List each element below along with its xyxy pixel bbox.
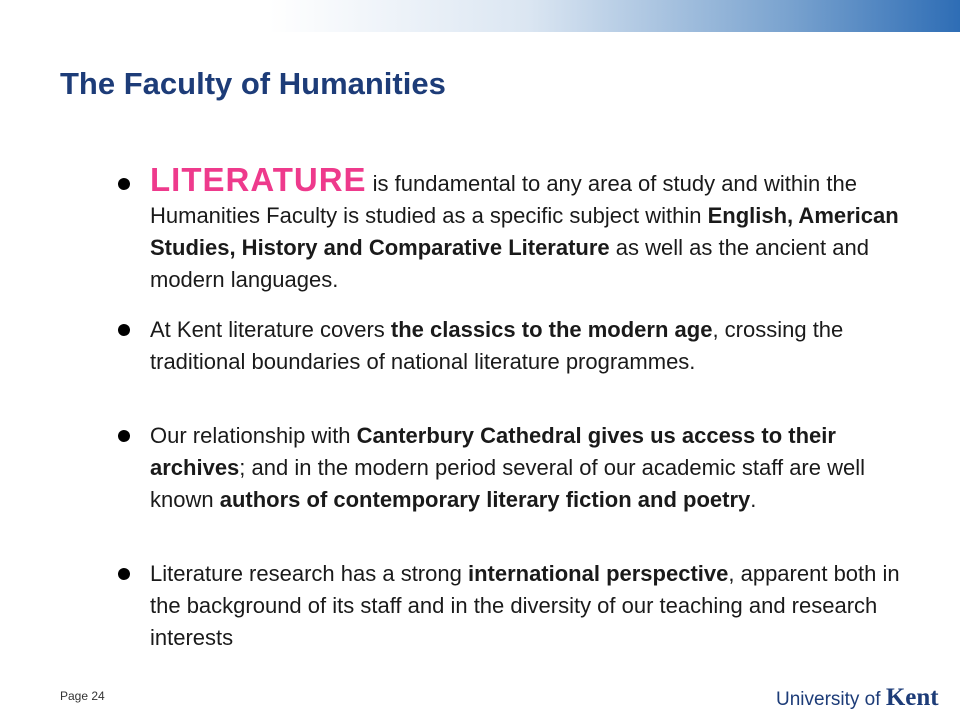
bullet-text: Our relationship with Canterbury Cathedral gives us access to their archives; and in the modern period several of our academic staff are well known authors of contemporary literary fiction and poetry. bbox=[150, 423, 866, 512]
bullet-dot-icon bbox=[118, 324, 130, 336]
bullet-text: Literature research has a strong international perspective, apparent both in the background of its staff and in the diversity of our teaching and research interests bbox=[150, 561, 900, 650]
bullet-item bbox=[150, 314, 910, 378]
page-number: Page 24 bbox=[60, 689, 105, 703]
highlight-keyword: LITERATURE bbox=[150, 161, 367, 198]
bullet-item bbox=[150, 558, 910, 654]
bullet-dot-icon bbox=[118, 178, 130, 190]
logo-prefix: University of bbox=[776, 689, 886, 710]
bullet-item bbox=[150, 161, 910, 296]
bullet-dot-icon bbox=[118, 568, 130, 580]
logo-name: Kent bbox=[885, 684, 939, 711]
slide-title: The Faculty of Humanities bbox=[60, 66, 446, 101]
bullet-text: At Kent literature covers the classics to the modern age, crossing the traditional boundaries of national literature programmes. bbox=[150, 317, 844, 374]
university-logo bbox=[776, 684, 939, 712]
header-gradient-band bbox=[0, 0, 960, 32]
bullet-text: LITERATURE is fundamental to any area of study and within the Humanities Faculty is studied as a specific subject within English, American Studies, History and Comparative Literature as well as the ancient and modern languages. bbox=[150, 161, 899, 292]
bullet-item bbox=[150, 420, 910, 516]
bullet-dot-icon bbox=[118, 430, 130, 442]
